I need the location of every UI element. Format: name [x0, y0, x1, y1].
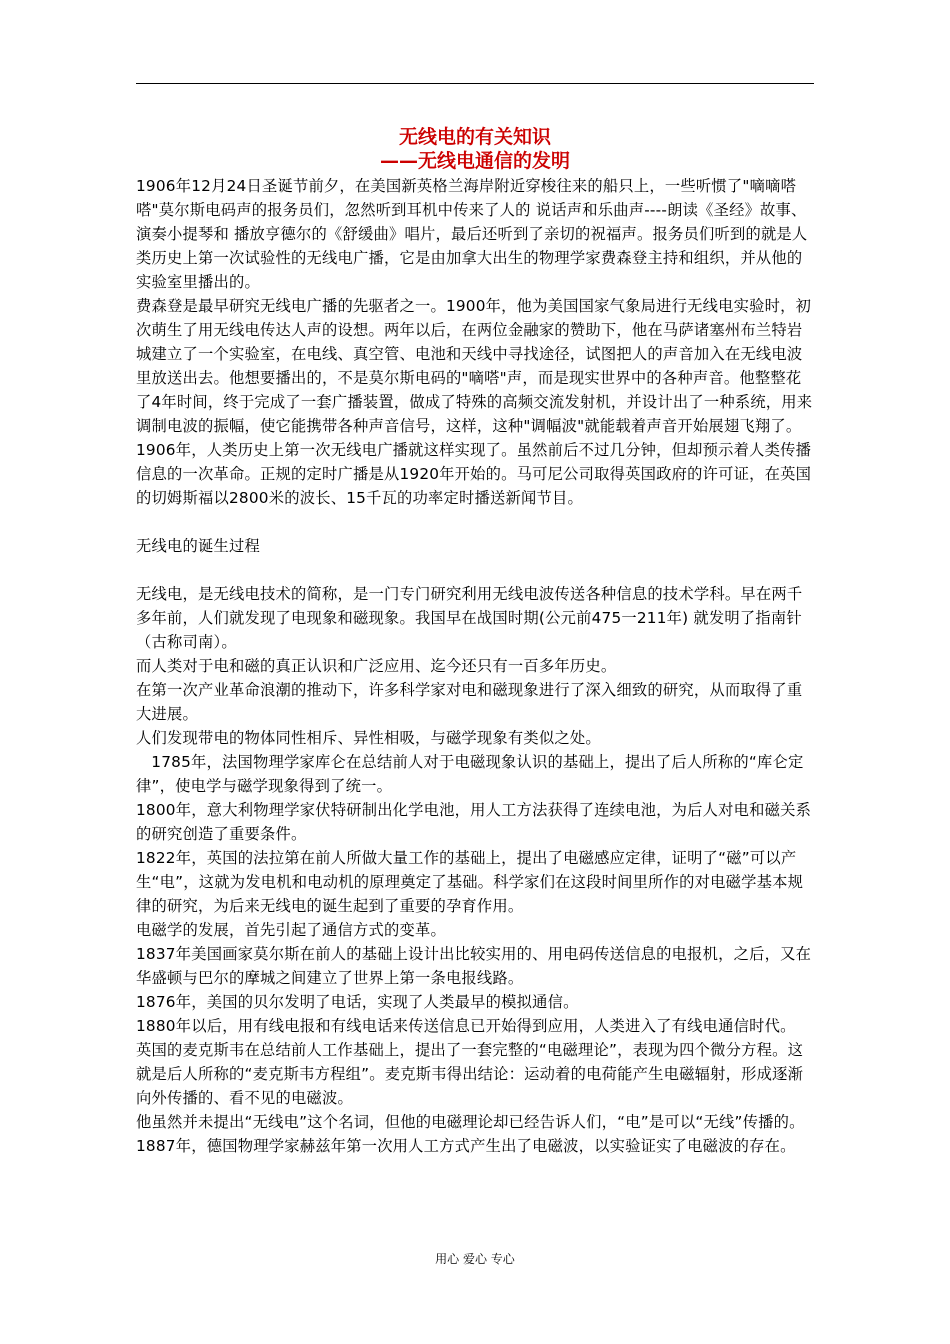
paragraph-bell: 1876年，美国的贝尔发明了电话，实现了人类最早的模拟通信。: [136, 993, 579, 1011]
document-subtitle: ——无线电通信的发明: [379, 150, 570, 172]
paragraph-coulomb: 1785年，法国物理学家库仑在总结前人对于电磁现象认识的基础上，提出了后人所称的“库仑定律”，使电学与磁学现象得到了统一。: [136, 753, 804, 795]
header-rule: [136, 83, 814, 84]
paragraph-fessenden: 费森登是最早研究无线电广播的先驱者之一。1900年，他为美国国家气象局进行无线电实验时，初次萌生了用无线电传达人声的设想。两年以后，在两位金融家的赞助下，他在马萨诸塞州布兰特岩城建立了一个实验室，在电线、真空管、电池和天线中寻找途径，试图把人的声音加入在无线电波里放送出去。他想要播出的，不是莫尔斯电码的"嘀嗒"声，而是现实世界中的各种声音。他整整花了4年时间，终于完成了一套广播装置，做成了特殊的高频交流发射机，并设计出了一种系统，用来调制电波的振幅，使它能携带各种声音信号，这样，这种"调幅波"就能载着声音开始展翅飞翔了。1906年，人类历史上第一次无线电广播就这样实现了。虽然前后不过几分钟，但却预示着人类传播信息的一次革命。正规的定时广播是从1920年开始的。马可尼公司取得英国政府的许可证，在英国的切姆斯福以2800米的波长、15千瓦的功率定时播送新闻节目。: [136, 297, 813, 507]
paragraph-history: 而人类对于电和磁的真正认识和广泛应用、迄今还只有一百多年历史。: [136, 657, 617, 675]
document-title: 无线电的有关知识: [398, 126, 551, 148]
paragraph-faraday: 1822年，英国的法拉第在前人所做大量工作的基础上，提出了电磁感应定律，证明了“磁”可以产生“电”，这就为发电机和电动机的原理奠定了基础。科学家们在这段时间里所作的对电磁学基本规律的研究，为后来无线电的诞生起到了重要的孕育作用。: [136, 849, 804, 915]
paragraph-morse: 1837年美国画家莫尔斯在前人的基础上设计出比较实用的、用电码传送信息的电报机，之后，又在华盛顿与巴尔的摩城之间建立了世界上第一条电报线路。: [136, 945, 812, 987]
paragraph-wired-era: 1880年以后，用有线电报和有线电话来传送信息已开始得到应用，人类进入了有线电通信时代。: [136, 1017, 796, 1035]
paragraph-charges: 人们发现带电的物体同性相斥、异性相吸，与磁学现象有类似之处。: [136, 729, 601, 747]
paragraph-industrial-revolution: 在第一次产业革命浪潮的推动下，许多科学家对电和磁现象进行了深入细致的研究，从而取得了重大进展。: [136, 681, 803, 723]
paragraph-hertz: 1887年，德国物理学家赫兹年第一次用人工方式产生出了电磁波，以实验证实了电磁波的存在。: [136, 1137, 796, 1155]
section-heading: 无线电的诞生过程: [136, 537, 260, 555]
paragraph-wireless: 他虽然并未提出“无线电”这个名词，但他的电磁理论却已经告诉人们，“电”是可以“无线”传播的。: [136, 1113, 805, 1131]
page-footer: 用心 爱心 专心: [435, 1252, 515, 1266]
paragraph-communication: 电磁学的发展，首先引起了通信方式的变革。: [136, 921, 446, 939]
paragraph-broadcast-history: 1906年12月24日圣诞节前夕，在美国新英格兰海岸附近穿梭往来的船只上，一些听惯了"嘀嘀嗒嗒"莫尔斯电码声的报务员们，忽然听到耳机中传来了人的 说话声和乐曲声----朗读《圣经》故事、演奏小提琴和 播放亨德尔的《舒缓曲》唱片，最后还听到了亲切的祝福声。报务员们听到的就是人类历史上第一次试验性的无线电广播，它是由加拿大出生的物理学家费森登主持和组织，并从他的实验室里播出的。: [136, 177, 808, 291]
paragraph-volta: 1800年，意大利物理学家伏特研制出化学电池，用人工方法获得了连续电池，为后人对电和磁关系的研究创造了重要条件。: [136, 801, 812, 843]
paragraph-maxwell: 英国的麦克斯韦在总结前人工作基础上，提出了一套完整的“电磁理论”，表现为四个微分方程。这就是后人所称的“麦克斯韦方程组”。麦克斯韦得出结论：运动着的电荷能产生电磁辐射，形成逐渐向外传播的、看不见的电磁波。: [136, 1041, 804, 1107]
paragraph-definition: 无线电，是无线电技术的简称，是一门专门研究利用无线电波传送各种信息的技术学科。早在两千多年前，人们就发现了电现象和磁现象。我国早在战国时期(公元前475一211年) 就发明了指南针（古称司南）。: [136, 585, 803, 651]
document-body: [136, 174, 816, 1158]
